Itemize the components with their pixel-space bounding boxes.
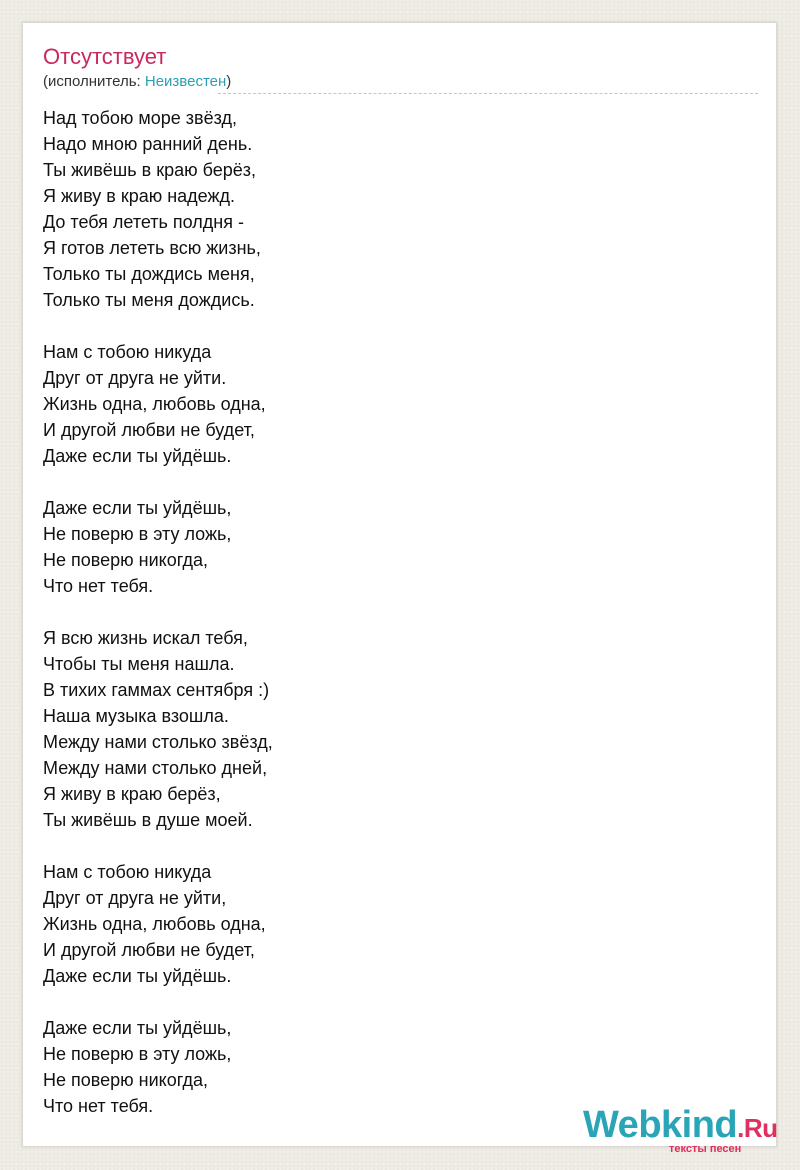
lyrics-body xyxy=(43,105,643,1145)
lyric-line: Жизнь одна, любовь одна, xyxy=(43,914,266,934)
lyric-line: Ты живёшь в душе моей. xyxy=(43,810,253,830)
lyric-line: Друг от друга не уйти, xyxy=(43,888,227,908)
lyric-line: Я живу в краю надежд. xyxy=(43,186,236,206)
lyric-line: Нам с тобою никуда xyxy=(43,342,212,362)
lyric-line: И другой любви не будет, xyxy=(43,420,255,440)
lyric-line: Не поверю никогда, xyxy=(43,550,209,570)
lyric-line: Даже если ты уйдёшь. xyxy=(43,446,232,466)
song-title: Отсутствует xyxy=(43,44,167,69)
lyrics-stanza xyxy=(43,1015,643,1119)
lyric-line: Даже если ты уйдёшь. xyxy=(43,966,232,986)
lyric-line: Чтобы ты меня нашла. xyxy=(43,654,235,674)
artist-suffix: ) xyxy=(226,73,232,90)
artist-link[interactable]: Неизвестен xyxy=(144,73,227,90)
lyric-line: Даже если ты уйдёшь, xyxy=(43,1018,232,1038)
lyric-line: Ты живёшь в краю берёз, xyxy=(43,160,256,180)
lyric-line: Между нами столько звёзд, xyxy=(43,732,273,752)
lyric-line: Не поверю в эту ложь, xyxy=(43,1044,232,1064)
logo-name: Webkind xyxy=(583,1104,738,1146)
lyric-line: Жизнь одна, любовь одна, xyxy=(43,394,266,414)
lyric-line: До тебя лететь полдня - xyxy=(43,212,244,232)
lyric-line: Что нет тебя. xyxy=(43,576,154,596)
lyric-line: Не поверю никогда, xyxy=(43,1070,209,1090)
lyric-line: Я всю жизнь искал тебя, xyxy=(43,628,248,648)
lyric-line: Не поверю в эту ложь, xyxy=(43,524,232,544)
lyric-line: Что нет тебя. xyxy=(43,1096,154,1116)
lyrics-stanza xyxy=(43,495,643,599)
lyric-line: Наша музыка взошла. xyxy=(43,706,229,726)
lyric-line: Я живу в краю берёз, xyxy=(43,784,221,804)
lyric-line: В тихих гаммах сентября :) xyxy=(43,680,270,700)
lyric-line: Только ты дождись меня, xyxy=(43,264,255,284)
lyric-line: Надо мною ранний день. xyxy=(43,134,253,154)
lyrics-stanza xyxy=(43,859,643,989)
lyrics-stanza xyxy=(43,105,643,313)
lyric-line: Только ты меня дождись. xyxy=(43,290,255,310)
lyric-line: Даже если ты уйдёшь, xyxy=(43,498,232,518)
lyric-line: Друг от друга не уйти. xyxy=(43,368,227,388)
artist-prefix: (исполнитель: xyxy=(43,73,145,90)
lyrics-stanza xyxy=(43,625,643,833)
lyrics-card xyxy=(22,22,778,1155)
lyric-line: И другой любви не будет, xyxy=(43,940,255,960)
lyric-line: Между нами столько дней, xyxy=(43,758,268,778)
logo-tagline: тексты песен xyxy=(669,1143,742,1155)
artist-line xyxy=(43,73,231,91)
title-divider xyxy=(218,93,758,94)
lyric-line: Нам с тобою никуда xyxy=(43,862,212,882)
site-logo[interactable] xyxy=(583,1103,783,1159)
lyric-line: Над тобою море звёзд, xyxy=(43,108,237,128)
lyrics-stanza xyxy=(43,339,643,469)
lyric-line: Я готов лететь всю жизнь, xyxy=(43,238,261,258)
logo-tld: .Ru xyxy=(737,1113,778,1143)
